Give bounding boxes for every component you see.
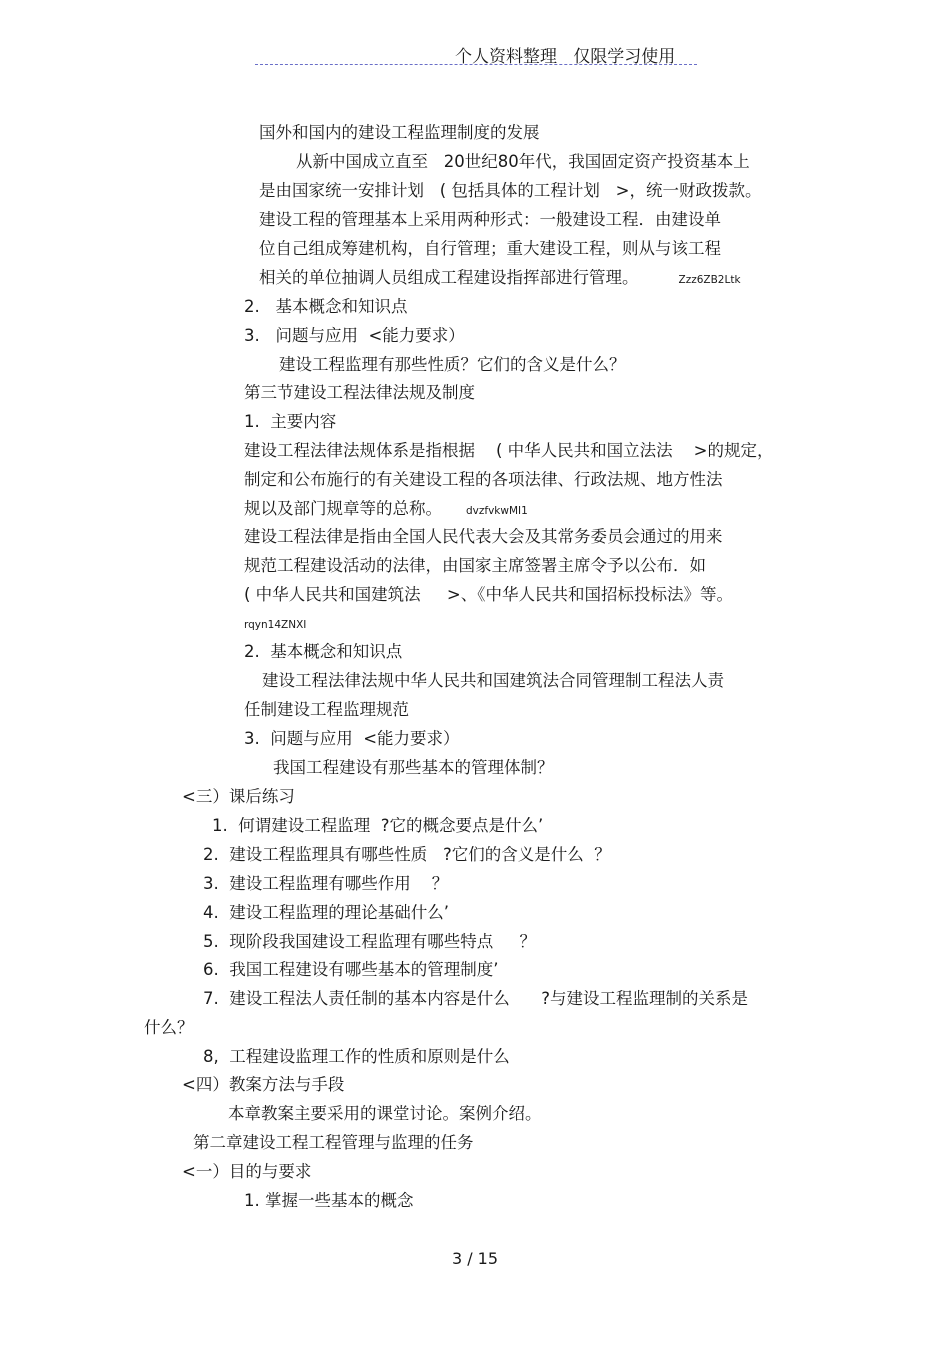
question-line: 我国工程建设有那些基本的管理体制？ [273,758,554,777]
paragraph-line: 建设工程法律是指由全国人民代表大会及其常务委员会通过的用来 [244,527,723,546]
exercise-item-continued: 什么？ [144,1018,194,1037]
exercise-item: 3. 建设工程监理有哪些作用 ？ [203,874,449,893]
exercise-item: 6. 我国工程建设有哪些基本的管理制度’ [203,960,499,979]
list-item: 3. 问题与应用 <能力要求） [244,729,460,748]
page-number: 3 / 15 [451,1249,499,1268]
paragraph-line: 是由国家统一安排计划 ( 包括具体的工程计划 >，统一财政拨款。 [259,181,762,200]
watermark-code: rqyn14ZNXI [244,619,307,631]
paragraph-line: 规范工程建设活动的法律，由国家主席签署主席令予以公布．如 [244,556,706,575]
paragraph-line: 从新中国成立直至 20世纪80年代，我国固定资产投资基本上 [296,152,750,171]
watermark-code: dvzfvkwMI1 [466,505,528,517]
paragraph-line: 任制建设工程监理规范 [244,700,409,719]
list-item: 1. 主要内容 [244,412,337,431]
exercise-item: 4. 建设工程监理的理论基础什么’ [203,903,449,922]
chapter-title: 第二章建设工程工程管理与监理的任务 [193,1133,474,1152]
exercise-item: 2. 建设工程监理具有哪些性质 ?它们的含义是什么 ？ [203,845,611,864]
exercise-item: 1. 何谓建设工程监理 ?它的概念要点是什么’ [212,816,544,835]
question-line: 建设工程监理有那些性质？它们的含义是什么？ [279,355,626,374]
page-header: 个人资料整理 仅限学习使用 [455,47,676,67]
section-heading: 第三节建设工程法律法规及制度 [244,383,475,402]
section-heading: <四）教案方法与手段 [182,1075,345,1094]
section-heading: <一）目的与要求 [182,1162,312,1181]
paragraph-line: 建设工程的管理基本上采用两种形式：一般建设工程．由建设单 [259,210,721,229]
list-item: 1. 掌握一些基本的概念 [244,1191,414,1210]
list-item: 2. 基本概念和知识点 [244,297,408,316]
paragraph-line: 位自己组成筹建机构，自行管理；重大建设工程，则从与该工程 [259,239,721,258]
section-heading: <三）课后练习 [182,787,295,806]
paragraph-line: 制定和公布施行的有关建设工程的各项法律、行政法规、地方性法 [244,470,723,489]
header-divider [255,64,697,65]
paragraph-line [244,499,528,521]
paragraph-line: 建设工程法律法规体系是指根据 ( 中华人民共和国立法法 >的规定， [244,441,774,460]
list-item: 3. 问题与应用 <能力要求） [244,326,465,345]
exercise-item: 8, 工程建设监理工作的性质和原则是什么 [203,1047,510,1066]
paragraph-line: ( 中华人民共和国建筑法 >、《中华人民共和国招标投标法》等。 [244,585,733,604]
paragraph-line [259,268,741,290]
exercise-item: 5. 现阶段我国建设工程监理有哪些特点 ？ [203,932,536,951]
paragraph-text: 规以及部门规章等的总称。 [244,499,442,518]
paragraph-line: 本章教案主要采用的课堂讨论。案例介绍。 [228,1104,542,1123]
section-heading: 国外和国内的建设工程监理制度的发展 [259,123,540,142]
watermark-code: Zzz6ZB2Ltk [678,274,741,286]
list-item: 2. 基本概念和知识点 [244,642,403,661]
paragraph-line: 建设工程法律法规中华人民共和国建筑法合同管理制工程法人责 [262,671,724,690]
exercise-item: 7. 建设工程法人责任制的基本内容是什么 ?与建设工程监理制的关系是 [203,989,748,1008]
paragraph-text: 相关的单位抽调人员组成工程建设指挥部进行管理。 [259,268,639,287]
